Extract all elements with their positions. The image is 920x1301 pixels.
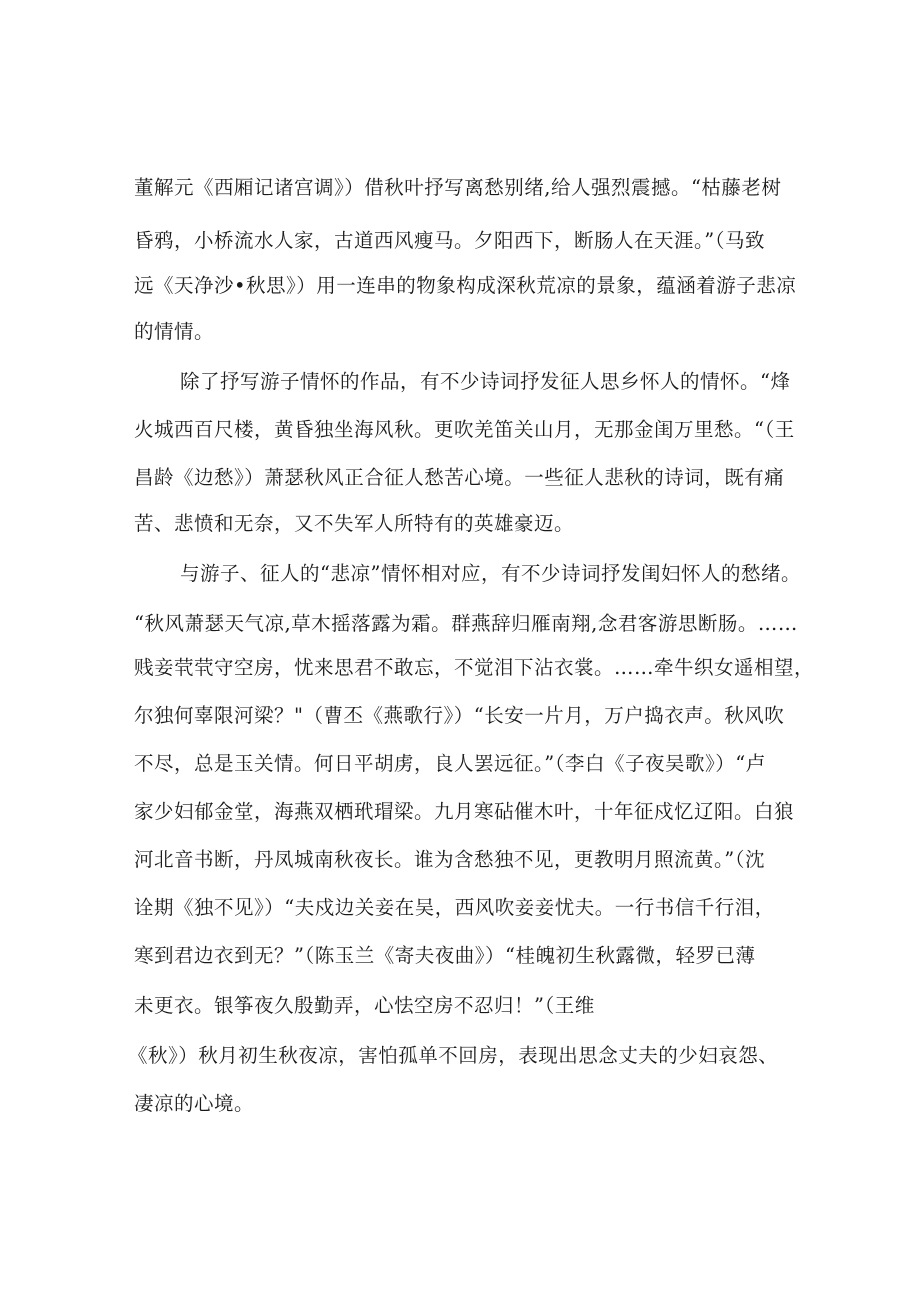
text-line: 诠期《独不见》）“夫戍边关妾在吴，西风吹妾妾忧夫。一行书信千行泪， — [134, 896, 775, 919]
text-line: 除了抒写游子情怀的作品，有不少诗词抒发征人思乡怀人的情怀。“烽 — [180, 370, 791, 393]
text-line: 的情情。 — [134, 320, 215, 343]
text-line: “秋风萧瑟天气凉,草木摇落露为霜。群燕辞归雁南翔,念君客游思断肠。…… — [134, 612, 798, 635]
text-line: 贱妾茕茕守空房，忧来思君不敢忘，不觉泪下沾衣裳。……牵牛织女遥相望， — [134, 656, 815, 679]
text-line: 尔独何辜限河梁？"（曹丕《燕歌行》）“长安一片月，万户捣衣声。秋风吹 — [134, 704, 785, 727]
text-line: 董解元《西厢记诸宫调》）借秋叶抒写离愁别绪,给人强烈震撼。“枯藤老树 — [134, 176, 782, 199]
text-line: 《秋》）秋月初生秋夜凉，害怕孤单不回房，表现出思念丈夫的少妇哀怨、 — [128, 1044, 779, 1067]
text-line: 家少妇郁金堂，海燕双栖玳瑁梁。九月寒砧催木叶，十年征戍忆辽阳。白狼 — [134, 800, 795, 823]
text-line: 河北音书断，丹凤城南秋夜长。谁为含愁独不见，更教明月照流黄。”（沈 — [134, 848, 765, 871]
text-line: 寒到君边衣到无？”（陈玉兰《寄夫夜曲》）“桂魄初生秋露微，轻罗已薄 — [134, 944, 756, 967]
text-line: 苦、悲愤和无奈，又不失军人所特有的英雄豪迈。 — [134, 512, 575, 535]
text-line: 与游子、征人的“悲凉”情怀相对应，有不少诗词抒发闺妇怀人的愁绪。 — [180, 562, 801, 585]
text-line: 昏鸦，小桥流水人家，古道西风瘦马。夕阳西下，断肠人在天涯。”（马致 — [134, 229, 765, 252]
text-line: 未更衣。银筝夜久殷勤弄，心怯空房不忍归！”（王维 — [134, 994, 595, 1017]
text-line: 远《天净沙•秋思》）用一连串的物象构成深秋荒凉的景象，蕴涵着游子悲凉 — [134, 274, 797, 297]
text-line: 不尽，总是玉关情。何日平胡虏，良人罢远征。”（李白《子夜吴歌》）“卢 — [134, 752, 766, 775]
text-line: 火城西百尺楼，黄昏独坐海风秋。更吹羌笛关山月，无那金闺万里愁。“（王 — [134, 418, 795, 441]
text-line: 凄凉的心境。 — [134, 1092, 255, 1115]
text-line: 昌龄《边愁》）萧瑟秋风正合征人愁苦心境。一些征人悲秋的诗词，既有痛 — [134, 466, 785, 489]
